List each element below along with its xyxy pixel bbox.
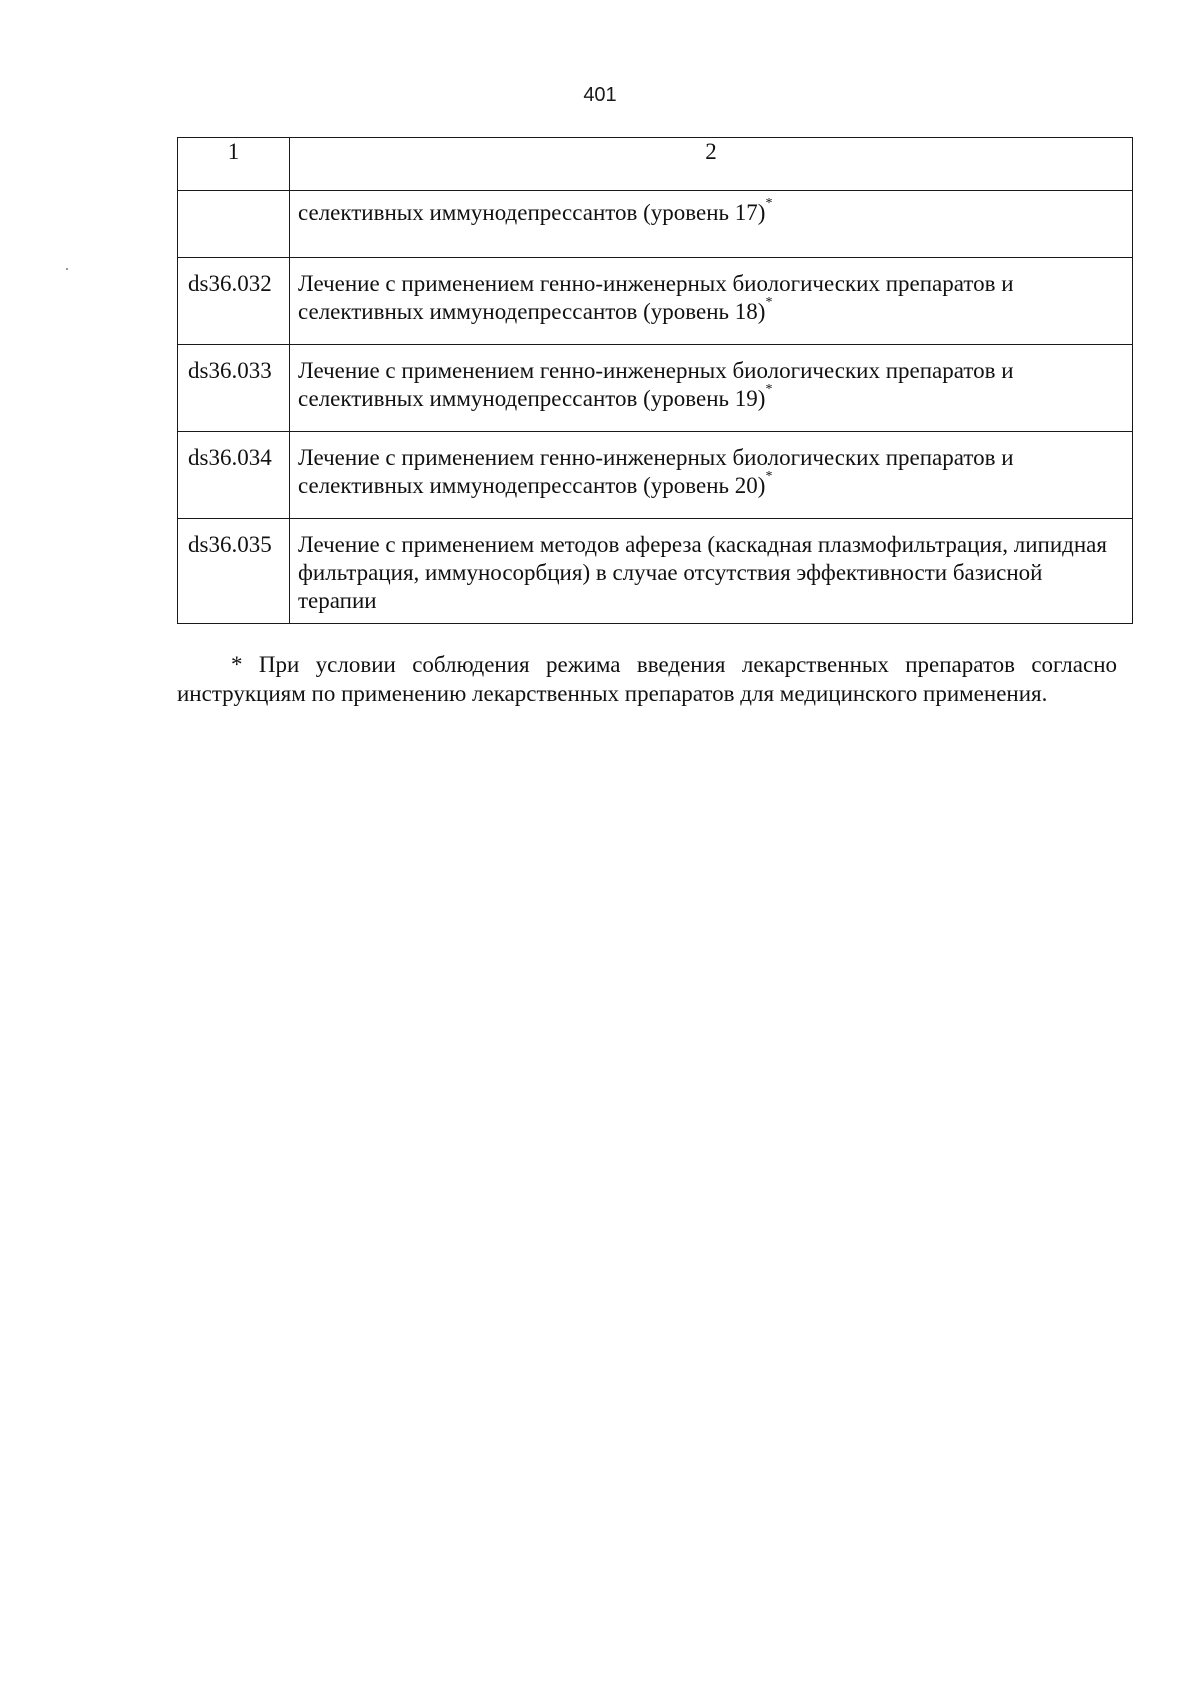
footnote-mark: * bbox=[765, 295, 773, 310]
row-code: ds36.032 bbox=[178, 258, 290, 345]
table-row bbox=[178, 191, 1133, 258]
table-row bbox=[178, 432, 1133, 519]
row-description bbox=[290, 258, 1133, 345]
column-header-description: 2 bbox=[290, 138, 1133, 191]
row-description-text: селективных иммунодепрессантов (уровень 17) bbox=[298, 200, 766, 225]
row-description bbox=[290, 432, 1133, 519]
row-description bbox=[290, 345, 1133, 432]
codes-table bbox=[177, 137, 1133, 624]
table-header-row bbox=[178, 138, 1133, 191]
row-code: ds36.035 bbox=[178, 519, 290, 624]
row-code: ds36.034 bbox=[178, 432, 290, 519]
table-row bbox=[178, 519, 1133, 624]
row-description bbox=[290, 519, 1133, 624]
table-row bbox=[178, 258, 1133, 345]
footnote-mark: * bbox=[765, 382, 773, 397]
column-header-code: 1 bbox=[178, 138, 290, 191]
footnote-mark: * bbox=[765, 196, 773, 211]
footnote-mark: * bbox=[765, 469, 773, 484]
row-code bbox=[178, 191, 290, 258]
table-row bbox=[178, 345, 1133, 432]
scan-artifact bbox=[66, 268, 68, 270]
footnote: * При условии соблюдения режима введения лекарственных препаратов согласно инструкциям по применению лекарственных препаратов для медицинского применения. bbox=[177, 652, 1117, 706]
row-description-text: Лечение с применением генно-инженерных биологических препаратов и селективных иммунодепрессантов (уровень 20) bbox=[298, 445, 1014, 498]
row-description-text: Лечение с применением генно-инженерных биологических препаратов и селективных иммунодепрессантов (уровень 19) bbox=[298, 358, 1014, 411]
row-description bbox=[290, 191, 1133, 258]
row-description-text: Лечение с применением методов афереза (каскадная плазмофильтрация, липидная фильтрация, иммуносорбция) в случае отсутствия эффективности базисной терапии bbox=[298, 532, 1107, 613]
page-number: 401 bbox=[583, 84, 617, 106]
row-description-text: Лечение с применением генно-инженерных биологических препаратов и селективных иммунодепрессантов (уровень 18) bbox=[298, 271, 1014, 324]
row-code: ds36.033 bbox=[178, 345, 290, 432]
